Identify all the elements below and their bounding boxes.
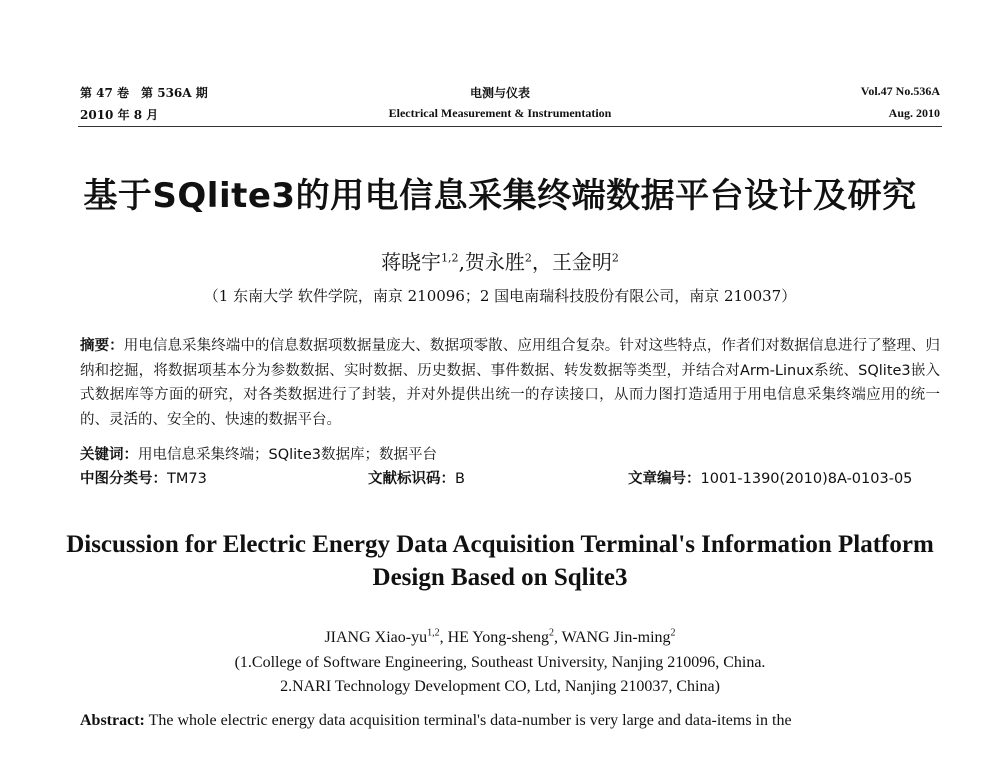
header-month-year: Aug. 2010 [888, 106, 940, 120]
header-date: 2010 年 8 月 [80, 108, 159, 122]
author-cn: 蒋晓宇$^{1,2}$, [381, 250, 465, 274]
paper-title-en-line1: Discussion for Electric Energy Data Acquisition Terminal's Information Platform [66, 531, 934, 558]
header-vol-no: Vol.47 No.536A [860, 84, 940, 98]
author-en: JIANG Xiao-yu$^{1,2}$, [324, 628, 448, 647]
keywords-cn [80, 443, 437, 464]
clc-number: 中图分类号：TM73 [80, 471, 207, 487]
keywords-cn-text: 用电信息采集终端；SQlite3数据库；数据平台 [138, 447, 438, 463]
author-en: HE Yong-sheng$^2$, [447, 628, 562, 647]
document-code: 文献标识码：B [368, 471, 465, 487]
author-list-en [0, 628, 1000, 647]
author-list-cn [0, 246, 1000, 275]
header-volume-issue: 第 47 卷 第 536A 期 [80, 86, 208, 100]
abstract-en-text: The whole electric energy data acquisition terminal's data-number is very large and data-items in the [148, 712, 792, 729]
affiliation-en-line1: (1.College of Software Engineering, Southeast University, Nanjing 210096, China. [234, 654, 766, 671]
affiliation-en-line2: 2.NARI Technology Development CO, Ltd, Nanjing 210037, China) [280, 678, 720, 695]
abstract-en [80, 712, 940, 730]
paper-title-en-line2: Design Based on Sqlite3 [372, 564, 628, 591]
paper-title-en [0, 528, 1000, 594]
paper-title-cn: 基于SQlite3的用电信息采集终端数据平台设计及研究 [83, 176, 917, 216]
header-journal-en: Electrical Measurement & Instrumentation [388, 106, 612, 120]
header-journal-cn: 电测与仪表 [469, 86, 530, 100]
header-rule [78, 126, 942, 127]
abstract-cn-text: 用电信息采集终端中的信息数据项数据量庞大、数据项零散、应用组合复杂。针对这些特点，作者们对数据信息进行了整理、归纳和挖掘，将数据项基本分为参数数据、实时数据、历史数据、事件数据、转发数据等类型，并结合对Arm-Linux系统、SQlite3嵌入式数据库等方面的研究，对各类数据进行了封装，并对外提供出统一的存读接口，从而力图打造适用于用电信息采集终端应用的统一的、灵活的、安全的、快速的数据平台。 [80, 338, 940, 428]
article-number: 文章编号：1001-1390(2010)8A-0103-05 [628, 471, 913, 487]
abstract-en-label: Abstract: [80, 712, 145, 729]
abstract-cn-label: 摘要： [80, 338, 124, 354]
author-en: WANG Jin-ming$^2$ [561, 628, 676, 647]
keywords-cn-label: 关键词： [80, 447, 138, 463]
abstract-cn [80, 334, 940, 432]
affiliation-cn: （1 东南大学 软件学院，南京 210096；2 国电南瑞科技股份有限公司，南京 210037） [203, 287, 797, 305]
author-cn: 贺永胜$^2$， [464, 250, 552, 274]
author-cn: 王金明$^2$ [551, 250, 619, 274]
